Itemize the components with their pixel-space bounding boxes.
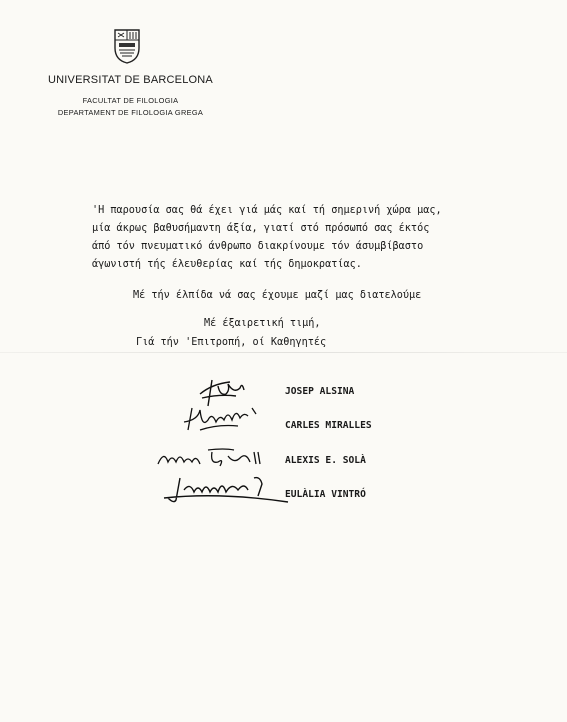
university-crest-icon — [113, 28, 141, 64]
signature-sola-icon — [154, 444, 264, 470]
faculty-name: FACULTAT DE FILOLOGIA — [82, 96, 179, 105]
body-line: άπό τόν πνευματικό άνθρωπο διακρίνουμε τόν άσυμβίβαστο — [92, 241, 424, 252]
signatory-name: JOSEP ALSINA — [285, 386, 355, 397]
closing-line: Μέ τήν έλπίδα νά σας έχουμε μαζί μας διατελούμε — [133, 290, 422, 301]
on-behalf-line: Γιά τήν 'Επιτροπή, οί Καθηγητές — [136, 337, 327, 348]
letter-body — [92, 202, 442, 274]
regards-line: Μέ έξαιρετική τιμή, — [204, 318, 321, 329]
body-line: 'Η παρουσία σας θά έχει γιά μάς καί τή σημερινή χώρα μας, — [92, 205, 442, 216]
signature-vintro-icon — [160, 472, 290, 506]
department-name: DEPARTAMENT DE FILOLOGIA GREGA — [57, 108, 204, 117]
paper-fold-line — [0, 352, 567, 353]
signature-miralles-icon — [178, 402, 268, 436]
body-line: άγωνιστή τής έλευθερίας καί τής δημοκρατίας. — [92, 259, 362, 270]
institution-name: UNIVERSITAT DE BARCELONA — [48, 74, 213, 86]
signatory-name: ALEXIS E. SOLÀ — [285, 455, 366, 466]
signatory-name: CARLES MIRALLES — [285, 420, 372, 431]
signatory-name: EULÀLIA VINTRÓ — [285, 489, 366, 500]
body-line: μία άκρως βαθυσήμαντη άξία, γιατί στό πρόσωπό σας έκτός — [92, 223, 430, 234]
